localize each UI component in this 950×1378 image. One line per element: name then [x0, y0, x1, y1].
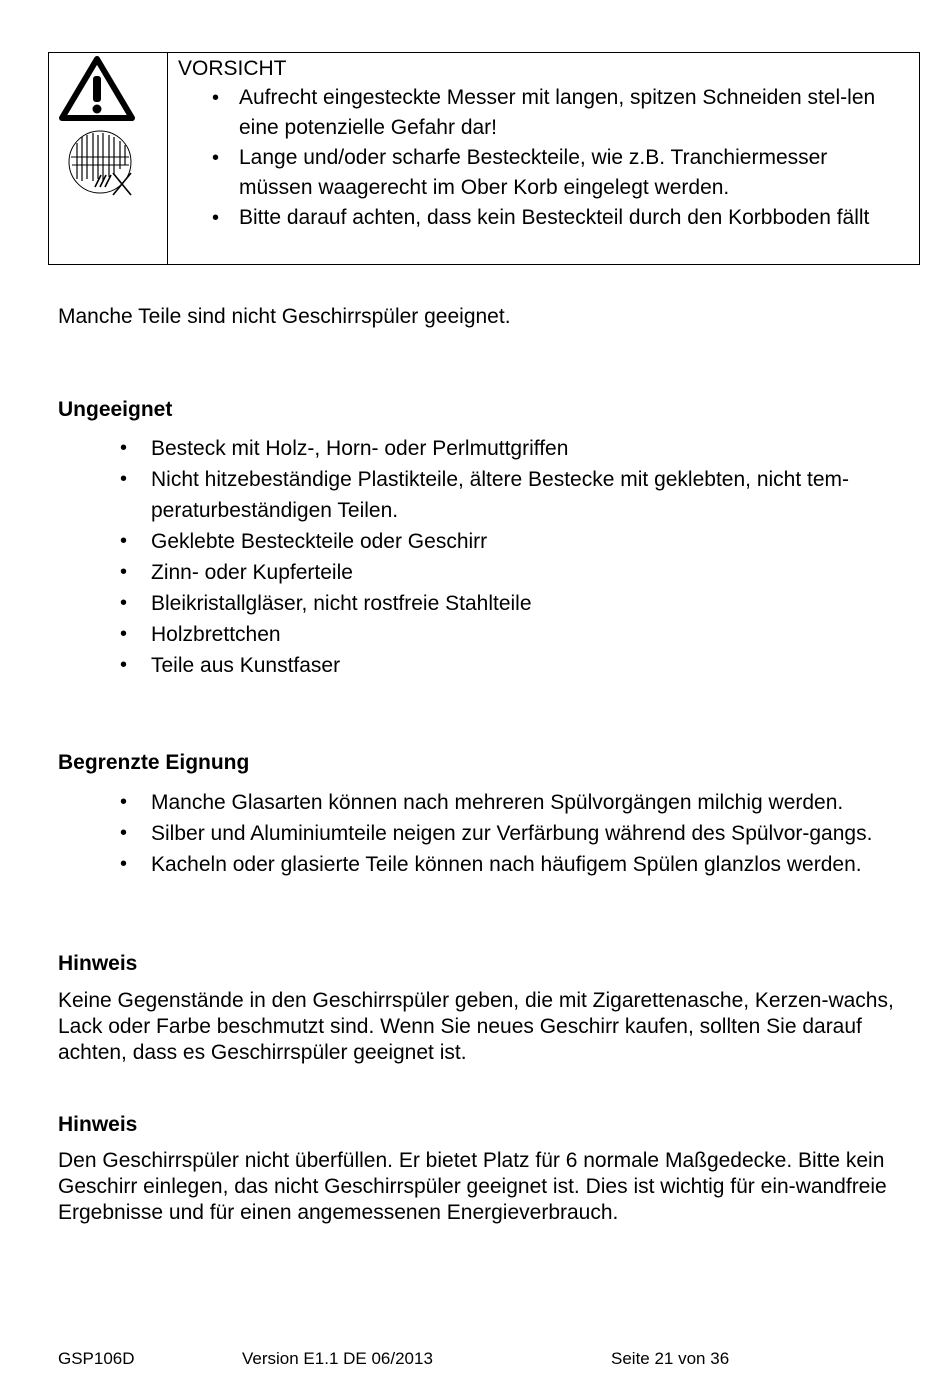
unsuitable-list [58, 433, 928, 681]
note-text-1: Keine Gegenstände in den Geschirrspüler geben, die mit Zigarettenasche, Kerzen-wachs, Lack oder Farbe beschmutzt sind. Wenn Sie neues Geschirr kaufen, sollten Sie darauf achten, dass es Geschirrspüler geeignet ist. [58, 989, 894, 1064]
caution-content [168, 53, 919, 264]
footer-page-number: Seite 21 von 36 [611, 1349, 730, 1368]
footer-version: Version E1.1 DE 06/2013 [242, 1349, 433, 1368]
list-item: • Silber und Aluminiumteile neigen zur Verfärbung während des Spülvor-gangs. [58, 818, 928, 849]
note-heading-2: Hinweis [58, 1113, 138, 1136]
caution-item: • Lange und/oder scharfe Besteckteile, wie z.B. Tranchiermesser müssen waagerecht im Ober Korb eingelegt werden. [178, 143, 919, 203]
note-heading-1: Hinweis [58, 952, 138, 975]
note-text-2: Den Geschirrspüler nicht überfüllen. Er bietet Platz für 6 normale Maßgedecke. Bitte kein Geschirr einlegen, das nicht Geschirrspüler geeignet ist. Dies ist wichtig für ein-wandfreie Ergebnisse und für einen angemessenen Energieverbrauch. [58, 1149, 887, 1224]
limited-list [58, 787, 928, 880]
section-heading-unsuitable: Ungeeignet [58, 398, 173, 421]
list-item: • Nicht hitzebeständige Plastikteile, ältere Bestecke mit geklebten, nicht tem-peraturbeständigen Teilen. [58, 464, 928, 526]
list-item: • Kacheln oder glasierte Teile können nach häufigem Spülen glanzlos werden. [58, 849, 928, 880]
caution-list [178, 83, 919, 233]
caution-heading: VORSICHT [178, 57, 287, 80]
footer-model: GSP106D [58, 1349, 135, 1368]
list-item: • Holzbrettchen [58, 619, 928, 650]
caution-box [48, 52, 920, 265]
caution-icon-cell [49, 53, 168, 264]
intro-text: Manche Teile sind nicht Geschirrspüler geeignet. [58, 305, 511, 328]
list-item: • Besteck mit Holz-, Horn- oder Perlmuttgriffen [58, 433, 928, 464]
list-item: • Manche Glasarten können nach mehreren Spülvorgängen milchig werden. [58, 787, 928, 818]
caution-item: • Aufrecht eingesteckte Messer mit langen, spitzen Schneiden stel-len eine potenzielle Gefahr dar! [178, 83, 919, 143]
list-item: • Zinn- oder Kupferteile [58, 557, 928, 588]
list-item: • Bleikristallgläser, nicht rostfreie Stahlteile [58, 588, 928, 619]
warning-triangle-icon [59, 56, 135, 122]
caution-item: • Bitte darauf achten, dass kein Besteckteil durch den Korbboden fällt [178, 203, 919, 233]
no-upright-knives-icon [67, 129, 139, 201]
list-item: • Teile aus Kunstfaser [58, 650, 928, 681]
section-heading-limited: Begrenzte Eignung [58, 751, 250, 774]
list-item: • Geklebte Besteckteile oder Geschirr [58, 526, 928, 557]
